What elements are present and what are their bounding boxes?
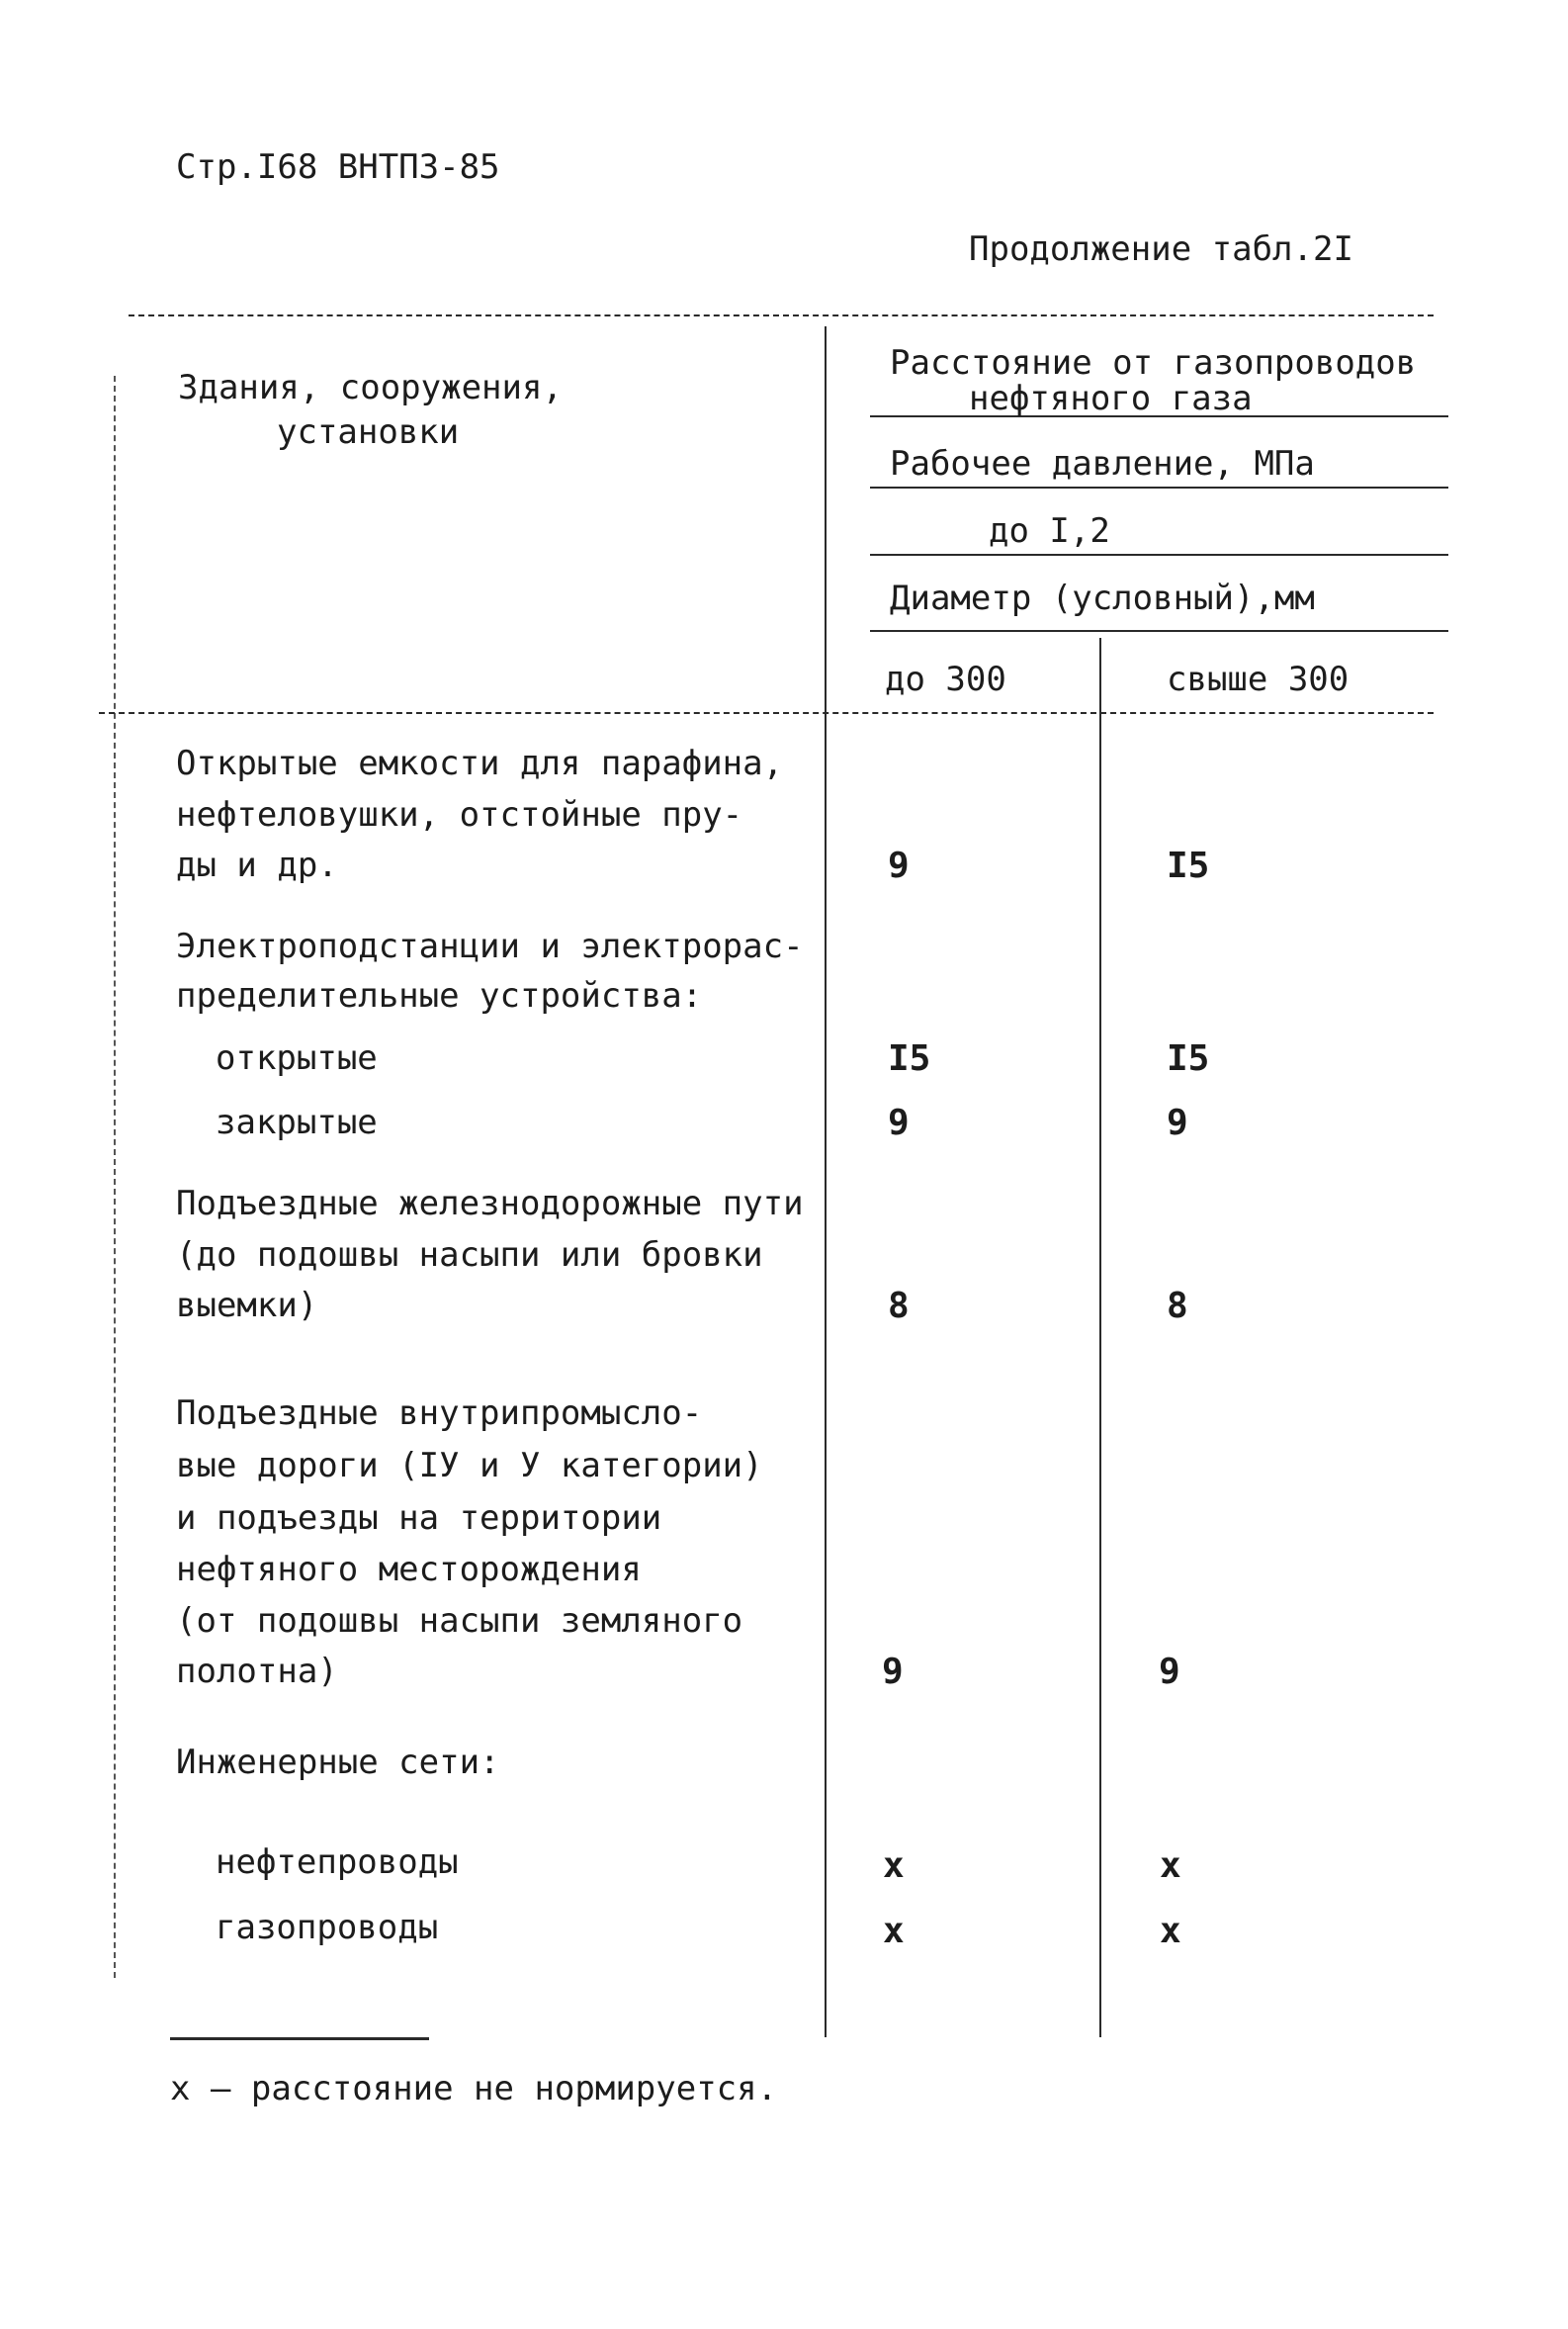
- row-label-line: и подъезды на территории: [176, 1498, 662, 1538]
- row-label-line: Подъездные железнодорожные пути: [176, 1184, 804, 1223]
- table-main-divider: [825, 326, 827, 2037]
- row-label-line: ды и др.: [176, 846, 338, 885]
- header-rule-2: [870, 487, 1448, 489]
- value-over-300: 9: [1159, 1652, 1180, 1692]
- value-over-300: 8: [1167, 1286, 1188, 1326]
- value-up-to-300: х: [883, 1845, 905, 1886]
- header-rule-3: [870, 554, 1448, 556]
- table-continuation-label: Продолжение табл.2I: [969, 229, 1353, 269]
- header-rule-4: [870, 630, 1448, 632]
- footnote: х – расстояние не нормируется.: [170, 2069, 778, 2108]
- distance-header-line-2: нефтяного газа: [969, 379, 1253, 418]
- diameter-header: Диаметр (условный),мм: [890, 579, 1315, 618]
- row-label-line: закрытые: [216, 1103, 378, 1142]
- row-label-line: Инженерные сети:: [176, 1743, 500, 1782]
- row-label-line: нефтеловушки, отстойные пру-: [176, 795, 743, 835]
- value-over-300: х: [1160, 1845, 1181, 1886]
- row-label-line: открытые: [216, 1038, 378, 1078]
- row-label-line: выемки): [176, 1286, 318, 1325]
- value-over-300: х: [1160, 1911, 1181, 1951]
- row-label-line: нефтяного месторождения: [176, 1550, 642, 1589]
- value-over-300: I5: [1167, 1038, 1210, 1079]
- row-label-line: (до подошвы насыпи или бровки: [176, 1235, 763, 1275]
- table-top-rule: [129, 314, 1434, 316]
- row-label-line: Открытые емкости для парафина,: [176, 744, 784, 783]
- value-over-300: 9: [1167, 1103, 1188, 1143]
- header-bottom-rule: [99, 712, 1434, 714]
- row-label-line: вые дороги (IУ и У категории): [176, 1446, 763, 1485]
- row-label-line: газопроводы: [216, 1908, 439, 1947]
- left-header-line-2: установки: [277, 412, 460, 452]
- table-sub-divider: [1099, 638, 1101, 2037]
- page-reference: Стр.I68 ВНТПЗ-85: [176, 147, 500, 187]
- value-up-to-300: х: [883, 1911, 905, 1951]
- value-over-300: I5: [1167, 846, 1210, 886]
- pressure-header: Рабочее давление, МПа: [890, 444, 1315, 484]
- row-label-line: полотна): [176, 1652, 338, 1691]
- left-header-line-1: Здания, сооружения,: [178, 368, 563, 407]
- row-label-line: нефтепроводы: [216, 1842, 459, 1882]
- value-up-to-300: 9: [882, 1652, 904, 1692]
- column-header-up-to-300: до 300: [885, 660, 1006, 699]
- footnote-rule: [170, 2037, 429, 2040]
- value-up-to-300: 8: [888, 1286, 910, 1326]
- row-label-line: (от подошвы насыпи земляного: [176, 1601, 743, 1641]
- row-label-line: Электроподстанции и электрорас-: [176, 927, 804, 966]
- value-up-to-300: 9: [888, 1103, 910, 1143]
- row-label-line: пределительные устройства:: [176, 976, 703, 1016]
- distance-header-line-1: Расстояние от газопроводов: [890, 343, 1417, 383]
- left-margin-marks: [114, 376, 116, 1978]
- value-up-to-300: I5: [888, 1038, 931, 1079]
- pressure-value: до I,2: [989, 511, 1110, 551]
- column-header-over-300: свыше 300: [1167, 660, 1350, 699]
- row-label-line: Подъездные внутрипромысло-: [176, 1393, 703, 1433]
- value-up-to-300: 9: [888, 846, 910, 886]
